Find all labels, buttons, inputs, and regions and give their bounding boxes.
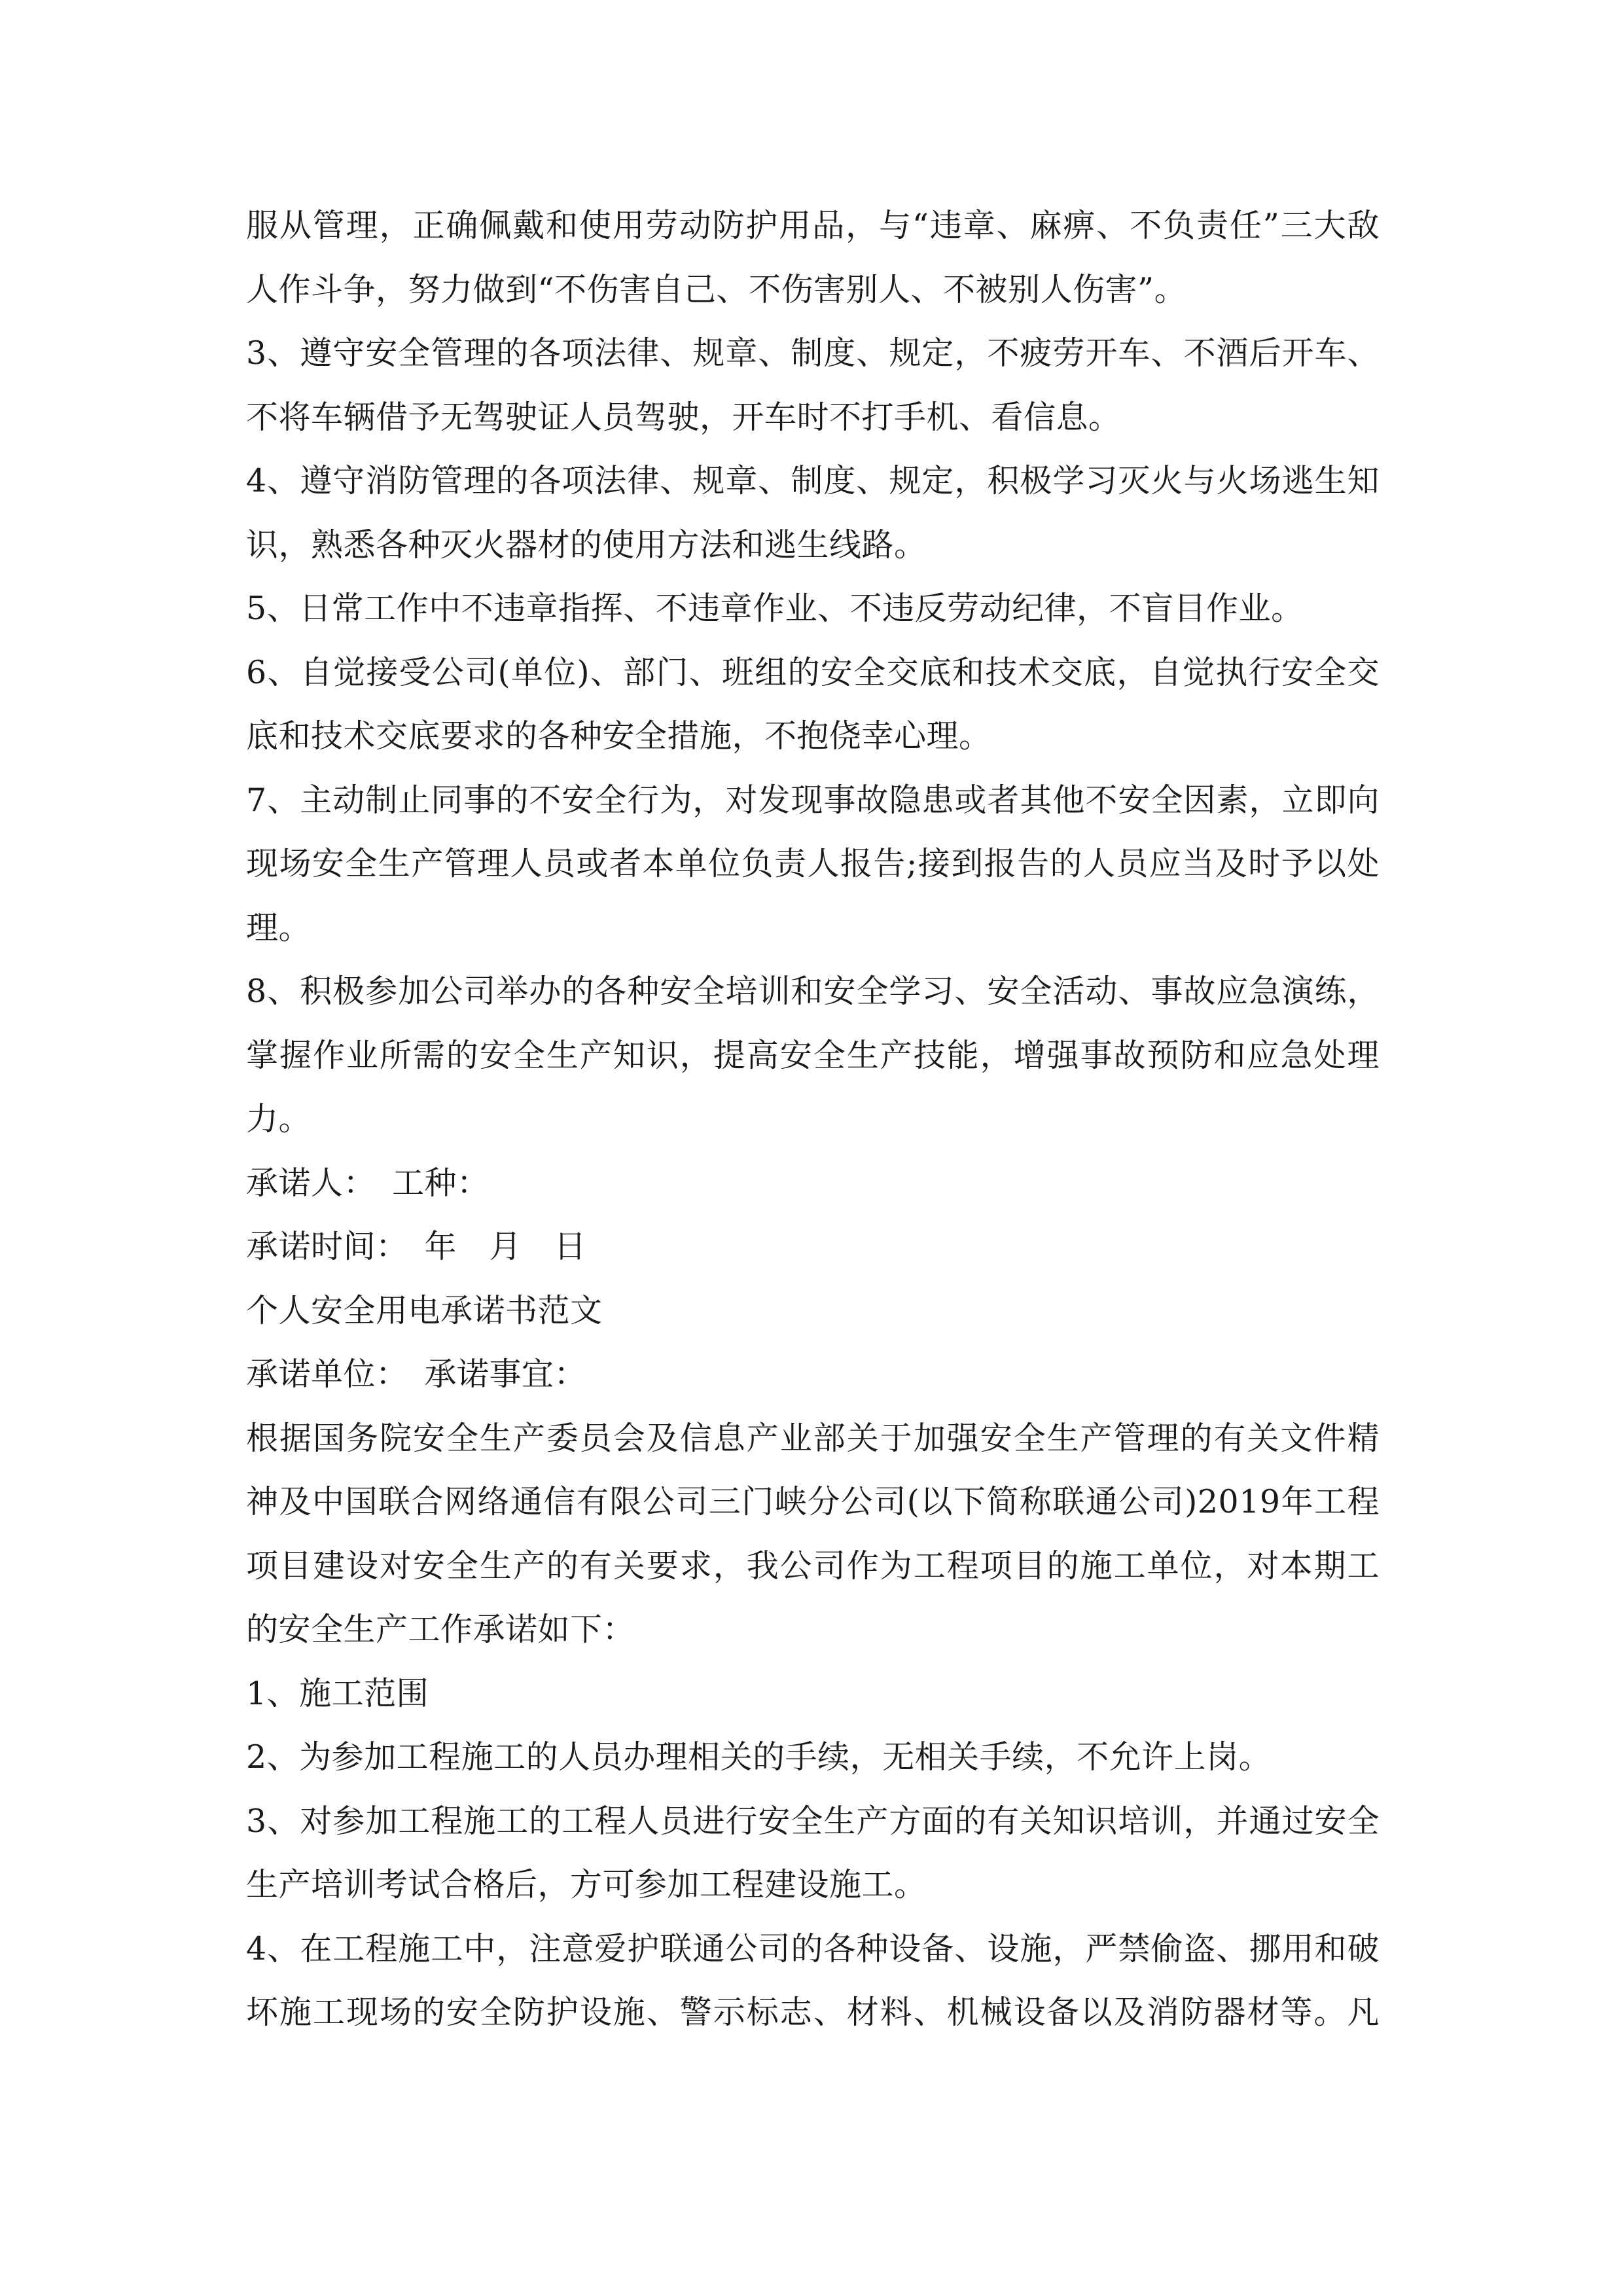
text-line: 力。 (246, 1100, 312, 1138)
text-line: 神及中国联合网络通信有限公司三门峡分公司(以下简称联通公司)2019年工程 (246, 1483, 1380, 1520)
text-line: 理。 (246, 908, 312, 946)
text-line: 承诺人： 工种： (246, 1164, 490, 1202)
text-line: 项目建设对安全生产的有关要求，我公司作为工程项目的施工单位，对本期工 (246, 1547, 1380, 1585)
text-line: 根据国务院安全生产委员会及信息产业部关于加强安全生产管理的有关文件精 (246, 1419, 1380, 1457)
text-line: 1、施工范围 (246, 1674, 429, 1712)
text-line: 现场安全生产管理人员或者本单位负责人报告;接到报告的人员应当及时予以处 (246, 845, 1380, 882)
text-line: 6、自觉接受公司(单位)、部门、班组的安全交底和技术交底，自觉执行安全交 (246, 653, 1380, 691)
text-line: 3、遵守安全管理的各项法律、规章、制度、规定，不疲劳开车、不酒后开车、 (246, 334, 1380, 372)
text-line: 不将车辆借予无驾驶证人员驾驶，开车时不打手机、看信息。 (246, 398, 1121, 436)
text-line: 4、遵守消防管理的各项法律、规章、制度、规定，积极学习灭火与火场逃生知 (246, 462, 1380, 499)
text-line: 承诺时间： 年 月 日 (246, 1228, 587, 1265)
text-line: 5、日常工作中不违章指挥、不违章作业、不违反劳动纪律，不盲目作业。 (246, 590, 1304, 627)
text-line: 识，熟悉各种灭火器材的使用方法和逃生线路。 (246, 526, 927, 564)
text-line: 4、在工程施工中，注意爱护联通公司的各种设备、设施，严禁偷盗、挪用和破 (246, 1929, 1380, 1967)
text-line: 人作斗争，努力做到“不伤害自己、不伤害别人、不被别人伤害”。 (246, 270, 1187, 308)
text-line: 承诺单位： 承诺事宜： (246, 1355, 587, 1393)
text-line: 掌握作业所需的安全生产知识，提高安全生产技能，增强事故预防和应急处理 (246, 1036, 1380, 1074)
text-line: 2、为参加工程施工的人员办理相关的手续，无相关手续，不允许上岗。 (246, 1738, 1272, 1776)
text-line: 3、对参加工程施工的工程人员进行安全生产方面的有关知识培训，并通过安全 (246, 1802, 1380, 1840)
text-line: 的安全生产工作承诺如下： (246, 1611, 635, 1648)
text-line: 个人安全用电承诺书范文 (246, 1291, 603, 1329)
text-line: 坏施工现场的安全防护设施、警示标志、材料、机械设备以及消防器材等。凡 (246, 1994, 1380, 2031)
text-line: 服从管理，正确佩戴和使用劳动防护用品，与“违章、麻痹、不负责任”三大敌 (246, 207, 1380, 244)
text-line: 7、主动制止同事的不安全行为，对发现事故隐患或者其他不安全因素，立即向 (246, 781, 1380, 819)
text-line: 生产培训考试合格后，方可参加工程建设施工。 (246, 1866, 927, 1903)
text-line: 8、积极参加公司举办的各种安全培训和安全学习、安全活动、事故应急演练， (246, 973, 1380, 1010)
text-line: 底和技术交底要求的各种安全措施，不抱侥幸心理。 (246, 717, 991, 755)
document-page (246, 194, 1380, 2045)
